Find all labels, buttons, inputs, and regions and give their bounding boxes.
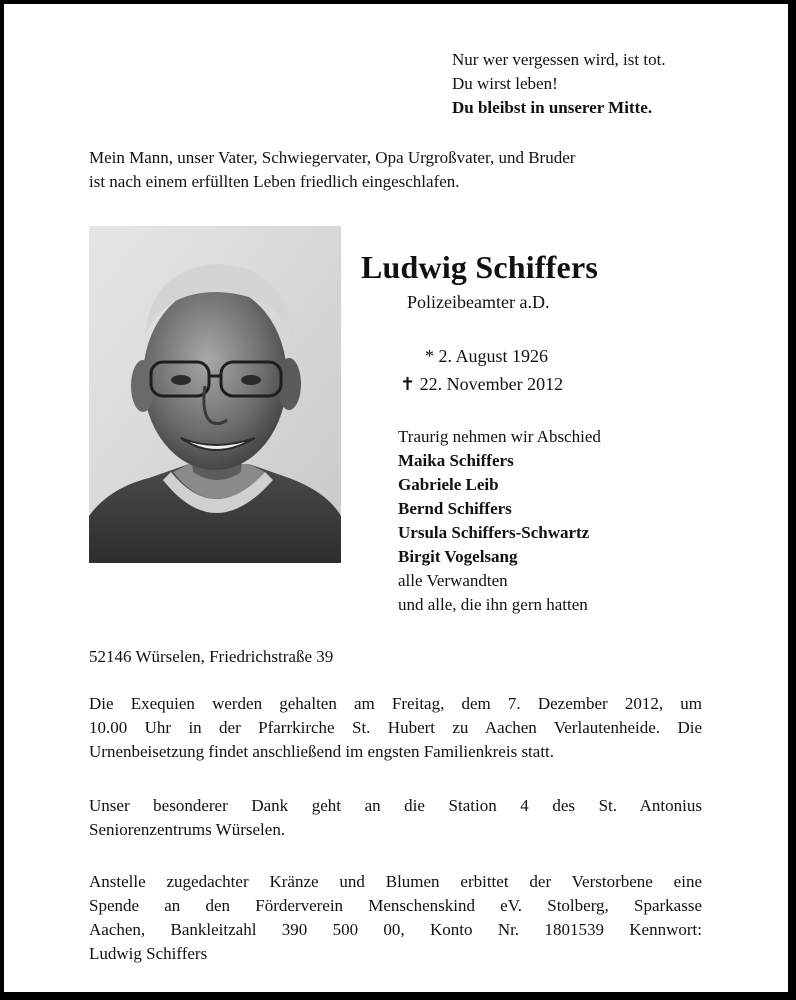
family-member: Ursula Schiffers-Schwartz	[398, 523, 590, 542]
address: 52146 Würselen, Friedrichstraße 39	[89, 647, 334, 666]
paragraph-line: Die Exequien werden gehalten am Freitag, dem 7. Dezember 2012, um	[89, 694, 702, 713]
birth-date: * 2. August 1926	[425, 346, 549, 366]
family-member: Bernd Schiffers	[398, 499, 512, 518]
cross-icon: ✝	[400, 374, 416, 394]
memorial-quote	[452, 48, 666, 120]
quote-line: Nur wer vergessen wird, ist tot.	[452, 50, 666, 69]
family-others: und alle, die ihn gern hatten	[398, 595, 588, 614]
family-member: Gabriele Leib	[398, 475, 499, 494]
donation-paragraph	[89, 870, 702, 966]
death-date-text: 22. November 2012	[419, 374, 564, 394]
obituary-notice	[3, 3, 789, 993]
paragraph-line: Aachen, Bankleitzahl 390 500 00, Konto Nr. 1801539 Kennwort:	[89, 920, 702, 939]
quote-line: Du wirst leben!	[452, 74, 558, 93]
death-date	[400, 372, 563, 396]
family-intro: Traurig nehmen wir Abschied	[398, 427, 601, 446]
paragraph-line: Unser besonderer Dank geht an die Station 4 des St. Antonius	[89, 796, 702, 815]
paragraph-line: Spende an den Förderverein Menschenskind eV. Stolberg, Sparkasse	[89, 896, 702, 915]
paragraph-line: Ludwig Schiffers	[89, 944, 208, 963]
paragraph-line: 10.00 Uhr in der Pfarrkirche St. Hubert zu Aachen Verlautenheide. Die	[89, 718, 702, 737]
paragraph-line: Anstelle zugedachter Kränze und Blumen erbittet der Verstorbene eine	[89, 872, 702, 891]
family-list	[398, 425, 601, 617]
family-member: Birgit Vogelsang	[398, 547, 518, 566]
family-others: alle Verwandten	[398, 571, 508, 590]
family-member: Maika Schiffers	[398, 451, 514, 470]
deceased-profession: Polizeibeamter a.D.	[407, 292, 550, 312]
intro-line: ist nach einem erfüllten Leben friedlich eingeschlafen.	[89, 172, 460, 191]
portrait-photo	[89, 226, 341, 563]
funeral-info-paragraph	[89, 692, 702, 764]
intro-line: Mein Mann, unser Vater, Schwiegervater, Opa Urgroßvater, und Bruder	[89, 148, 576, 167]
paragraph-line: Seniorenzentrums Würselen.	[89, 820, 286, 839]
intro-text	[89, 146, 575, 194]
quote-bold-line: Du bleibst in unserer Mitte.	[452, 98, 653, 117]
paragraph-line: Urnenbeisetzung findet anschließend im engsten Familienkreis statt.	[89, 742, 555, 761]
thanks-paragraph	[89, 794, 702, 842]
deceased-name: Ludwig Schiffers	[361, 249, 598, 285]
